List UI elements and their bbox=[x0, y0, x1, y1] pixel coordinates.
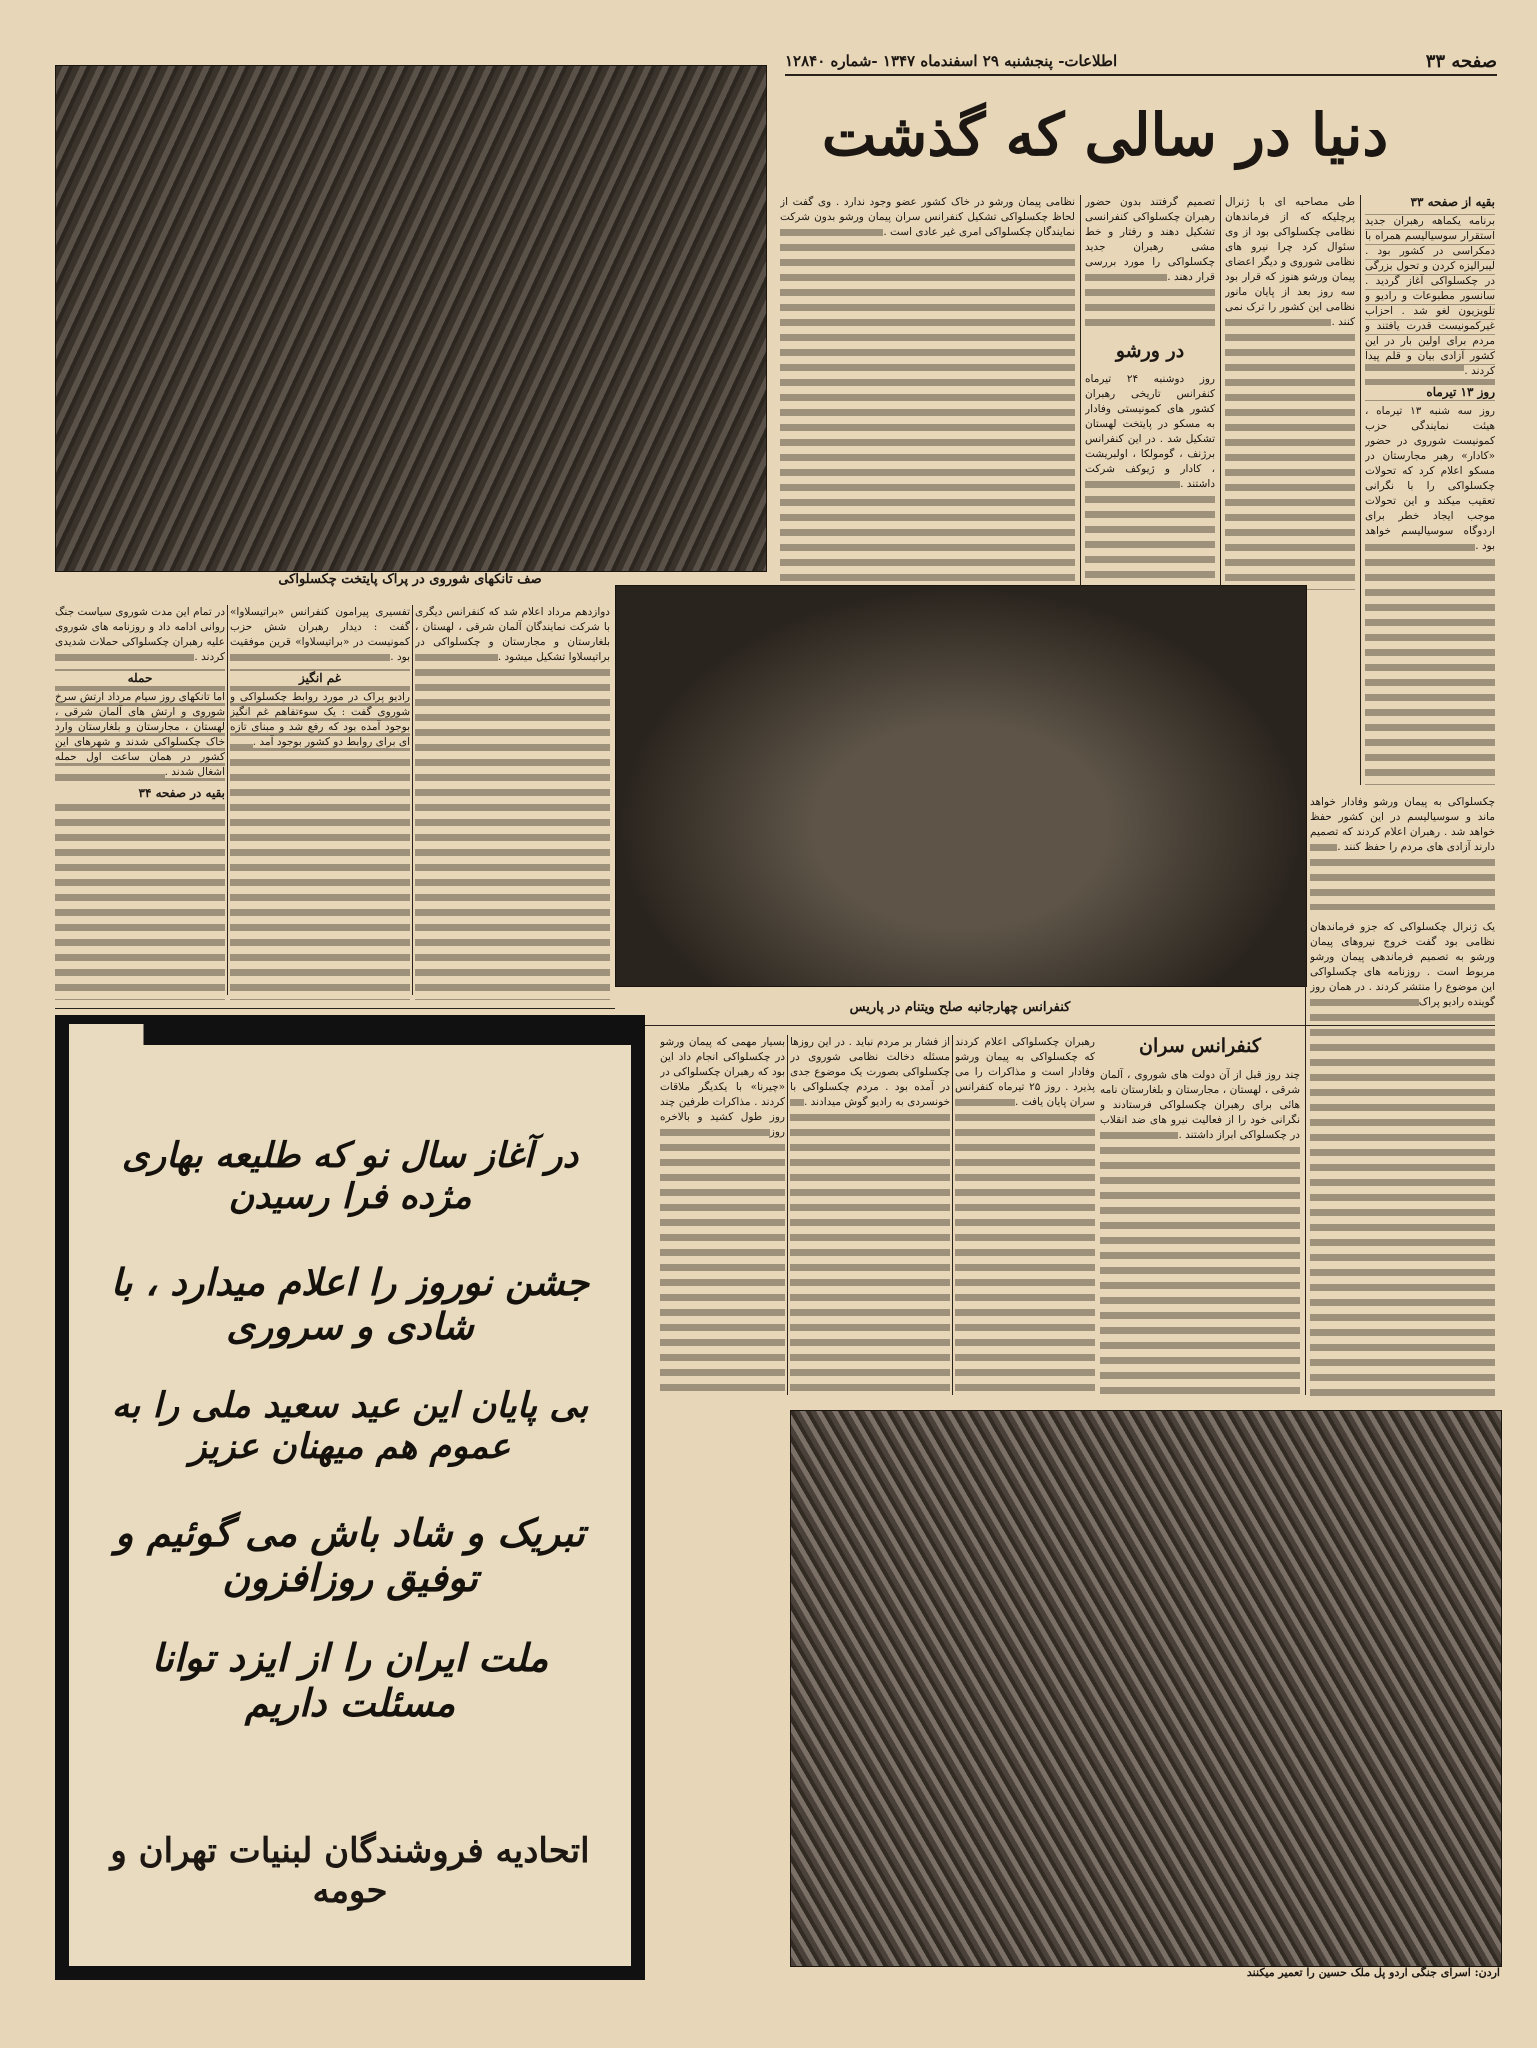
summit-article bbox=[1100, 1068, 1300, 1398]
ad-line-1: در آغاز سال نو که طلیعه بهاری مژده فرا رسیدن bbox=[121, 1135, 579, 1217]
page-header bbox=[785, 48, 1497, 76]
article-col-4 bbox=[780, 195, 1075, 600]
column-rule bbox=[952, 1035, 953, 1395]
article-col-13 bbox=[1310, 920, 1495, 1398]
section-rule bbox=[615, 1025, 1495, 1026]
article-col-2-text: طی مصاحبه ای با ژنرال پرچلیکه که از فرماندهان نظامی چکسلواکی بود از وی سئوال کرد چرا نیرو های نظامی شوروی و دیگر اعضای پیمان ورشو هنوز که قرار بود سه روز بعد از پایان مانور نظامی این کشور را ترک نمی کنند . bbox=[1225, 196, 1355, 328]
article-col-6-subhead: غم انگیز bbox=[230, 671, 410, 686]
column-rule bbox=[787, 1035, 788, 1395]
ad-footer: اتحادیه فروشندگان لبنیات تهران و حومه bbox=[110, 1831, 590, 1911]
article-col-7-subhead: حمله bbox=[55, 671, 225, 686]
article-col-1-lead: بقیه از صفحه ۳۳ bbox=[1365, 195, 1495, 210]
conference-photo bbox=[615, 585, 1307, 987]
article-col-9-text: رهبران چکسلواکی اعلام کردند که چکسلواکی به پیمان ورشو وفادار است و مذاکرات را می پذیرد . روز ۲۵ تیرماه کنفرانس سران پایان یافت . bbox=[955, 1036, 1095, 1108]
article-col-7-text: در تمام این مدت شوروی سیاست جنگ روانی ادامه داد و روزنامه های شوروی علیه رهبران چکسلواکی حملات شدیدی کردند . bbox=[55, 606, 225, 663]
ad-line-3: بی پایان این عید سعید ملی را به عموم هم میهنان عزیز bbox=[111, 1385, 589, 1467]
article-col-11-text: بسیار مهمی که پیمان ورشو در چکسلواکی انجام داد این بود که رهبران چکسلواکی در «چیرنا» با یکدیگر ملاقات کردند . مذاکرات طرفین چند روز طول کشید و بالاخره روز bbox=[660, 1036, 785, 1138]
summit-subhead: کنفرانس سران bbox=[1100, 1035, 1300, 1063]
warsaw-subhead: در ورشو bbox=[1085, 340, 1215, 368]
article-col-12 bbox=[1310, 795, 1495, 910]
article-col-7 bbox=[55, 605, 225, 1000]
article-col-1-subhead: روز ۱۳ تیرماه bbox=[1365, 385, 1495, 400]
column-rule bbox=[1360, 195, 1361, 785]
article-col-11 bbox=[660, 1035, 785, 1398]
warsaw-article-text: روز دوشنبه ۲۴ تیرماه کنفرانس تاریخی رهبران کشور های کمونیستی وفادار به مسکو در پایتخت لهستان تشکیل شد . در این کنفرانس برژنف ، گومولکا ، اولبریشت ، کادار و ژیوکف شرکت داشتند . bbox=[1085, 373, 1215, 490]
section-rule bbox=[55, 1008, 615, 1009]
article-col-3-text: تصمیم گرفتند بدون حضور رهبران چکسلواکی کنفرانسی تشکیل دهند و رفتار و خط مشی رهبران جدید چکسلواکی را مورد بررسی قرار دهند . bbox=[1085, 196, 1215, 283]
ad-line-2: جشن نوروز را اعلام میدارد ، با شادی و سروری bbox=[110, 1260, 590, 1348]
summit-article-text: چند روز قبل از آن دولت های شوروی ، آلمان شرقی ، لهستان ، مجارستان و بلغارستان نامه هائی برای رهبران چکسلواکی فرستادند و نگرانی خود را از فعالیت نیرو های ضد انقلاب در چکسلواکی ابراز داشتند . bbox=[1100, 1069, 1300, 1141]
bridge-photo-caption: اردن: اسرای جنگی اردو پل ملک حسین را تعمیر میکنند bbox=[1246, 1966, 1500, 1979]
article-col-6 bbox=[230, 605, 410, 1000]
column-rule bbox=[1305, 795, 1306, 1395]
page-number: صفحه ۳۳ bbox=[1425, 50, 1497, 72]
column-rule bbox=[1080, 195, 1081, 595]
column-rule bbox=[1220, 195, 1221, 595]
tanks-photo-caption: صف تانکهای شوروی در پراک پایتخت چکسلواکی bbox=[278, 572, 542, 587]
article-col-7-text-2: اما تانکهای روز سیام مرداد ارتش سرخ شوروی و ارتش های آلمان شرقی ، لهستان ، مجارستان و بلغارستان وارد خاک چکسلواکی شدند و شهرهای این کشور در همان ساعت اول حمله اشغال شدند . bbox=[55, 691, 225, 778]
article-col-10-text: از فشار بر مردم نباید . در این روزها مسئله دخالت نظامی شوروی در چکسلواکی بصورت یک موضوع جدی در آمده بود . مردم چکسلواکی با خونسردی به رادیو گوش میدادند . bbox=[790, 1036, 950, 1108]
article-col-6-text-2: رادیو پراک در مورد روابط چکسلواکی و شوروی گفت : یک سوءتفاهم غم انگیز بوجود آمده بود که رفع شد و مبنای تازه ای برای روابط دو کشور بوجود آمد . bbox=[230, 691, 410, 748]
column-rule bbox=[227, 605, 228, 995]
tanks-photo bbox=[55, 65, 767, 572]
article-col-5-text: دوازدهم مرداد اعلام شد که کنفرانس دیگری با شرکت نمایندگان آلمان شرقی ، لهستان ، بلغارستان و مجارستان و چکسلواکی در براتیسلاوا تشکیل میشود . bbox=[415, 606, 610, 663]
column-rule bbox=[412, 605, 413, 995]
article-col-2 bbox=[1225, 195, 1355, 590]
article-col-9 bbox=[955, 1035, 1095, 1398]
article-col-1-text-2: روز سه شنبه ۱۳ تیرماه ، هیئت نمایندگی حزب کمونیست شوروی در حضور «کادار» رهبر مجارستان در مسکو اعلام کرد که تحولات چکسلواکی را با نگرانی تعقیب میکند و این تحولات موجب ایجاد خطر برای اردوگاه سوسیالیسم خواهد بود . bbox=[1365, 405, 1495, 552]
article-col-3 bbox=[1085, 195, 1215, 330]
article-col-13-text: یک ژنرال چکسلواکی که جزو فرماندهان نظامی بود گفت خروج نیروهای پیمان ورشو به تصمیم فرماندهی پیمان ورشو مربوط است . روزنامه های چکسلواکی این موضوع را منتشر کردند . در همان روز گوینده رادیو پراک bbox=[1310, 921, 1495, 1008]
conference-photo-caption: کنفرانس چهارجانبه صلح ویتنام در پاریس bbox=[849, 1000, 1071, 1015]
article-col-1 bbox=[1365, 195, 1495, 785]
article-col-1-text: برنامه یکماهه رهبران جدید استقرار سوسیالیسم همراه با دمکراسی در کشور بود . لیبرالیزه کردن و تحول بزرگی در چکسلواکی آغاز گردید . سانسور مطبوعات و رادیو و تلویزیون لغو شد . احزاب غیرکمونیست قدرت یافتند و مردم برای اولین بار در این کشور آزادی بیان و قلم پیدا کردند . bbox=[1365, 215, 1495, 377]
article-col-10 bbox=[790, 1035, 950, 1398]
ad-line-5: ملت ایران را از ایزد توانا مسئلت داریم bbox=[151, 1635, 549, 1725]
article-col-6-text: تفسیری پیرامون کنفرانس «براتیسلاوا» گفت : دیدار رهبران شش حزب کمونیست در «براتیسلاوا» قرین موفقیت بود . bbox=[230, 606, 410, 663]
bridge-photo bbox=[790, 1410, 1502, 1967]
issue-info: اطلاعات- پنجشنبه ۲۹ اسفندماه ۱۳۴۷ -شماره ۱۲۸۴۰ bbox=[785, 52, 1118, 70]
warsaw-article bbox=[1085, 372, 1215, 592]
ad-line-4: تبریک و شاد باش می گوئیم و توفیق روزافزون bbox=[115, 1510, 585, 1600]
article-col-5 bbox=[415, 605, 610, 1000]
main-headline: دنیا در سالی که گذشت bbox=[821, 101, 1389, 169]
ad-border-top bbox=[55, 1015, 645, 1045]
continued-note: بقیه در صفحه ۳۴ bbox=[55, 786, 225, 801]
article-col-4-text: نظامی پیمان ورشو در خاک کشور عضو وجود ندارد . وی گفت از لحاظ چکسلواکی تشکیل کنفرانس سران پیمان ورشو بدون شرکت نمایندگان چکسلواکی امری غیر عادی است . bbox=[780, 196, 1075, 238]
article-col-12-text: چکسلواکی به پیمان ورشو وفادار خواهد ماند و سوسیالیسم در این کشور حفظ خواهد شد . رهبران اعلام کردند که تصمیم دارند آزادی های مردم را حفظ کنند . bbox=[1310, 796, 1495, 853]
nowruz-advertisement bbox=[55, 1015, 645, 1980]
